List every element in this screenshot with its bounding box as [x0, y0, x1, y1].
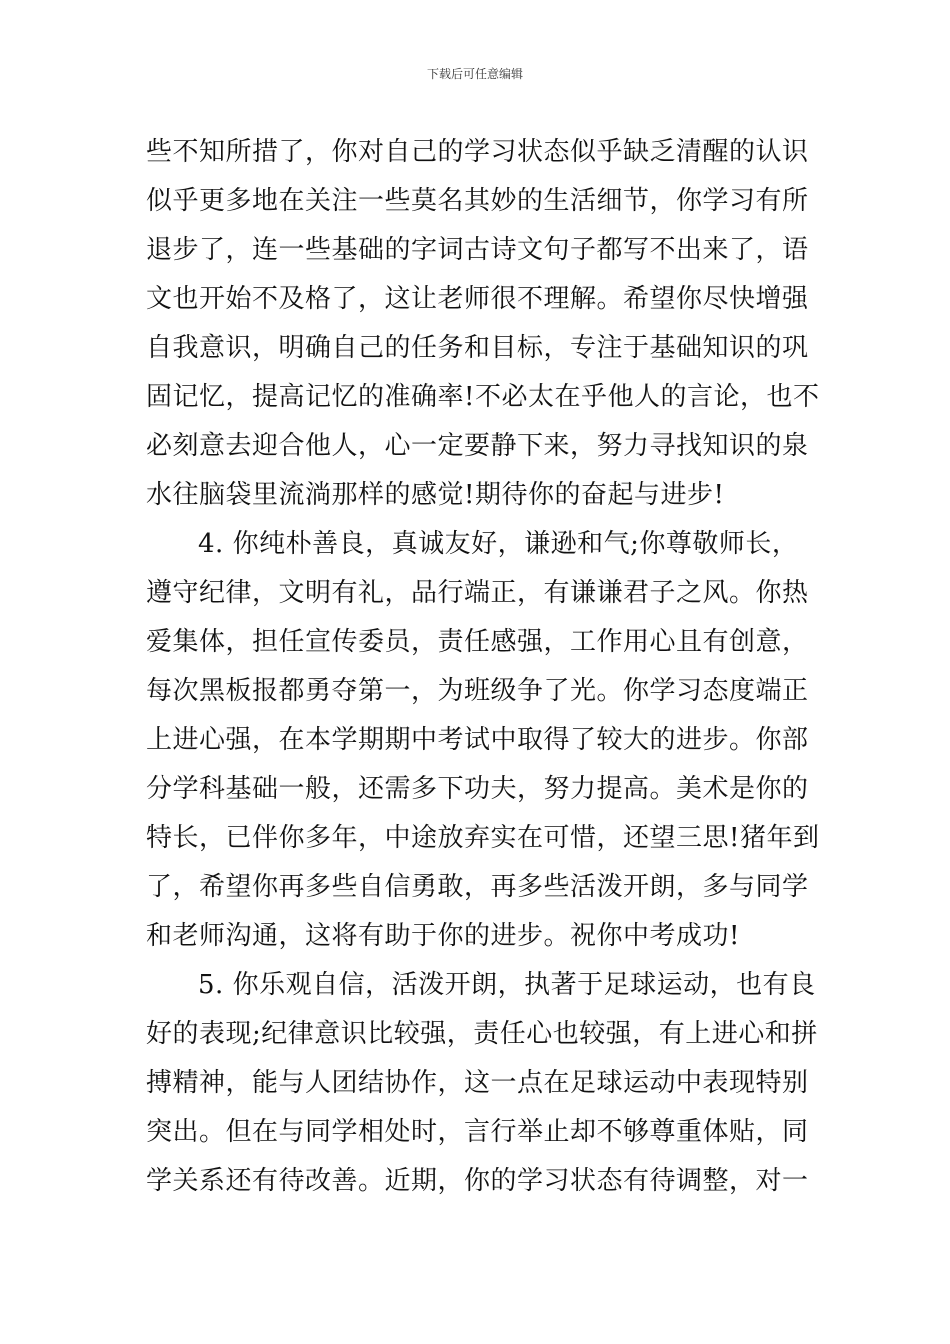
- text-line: 爱集体，担任宣传委员，责任感强，工作用心且有创意，: [146, 627, 809, 657]
- text-line: 上进心强，在本学期期中考试中取得了较大的进步。你部: [146, 725, 809, 755]
- text-line: 和老师沟通，这将有助于你的进步。祝你中考成功!: [146, 921, 740, 951]
- text-line: 了，希望你再多些自信勇敢，再多些活泼开朗，多与同学: [146, 872, 809, 902]
- text-line: 似乎更多地在关注一些莫名其妙的生活细节，你学习有所: [146, 186, 809, 216]
- paragraph-start-line: 5. 你乐观自信，活泼开朗，执著于足球运动，也有良: [198, 970, 816, 1000]
- text-line: 遵守纪律，文明有礼，品行端正，有谦谦君子之风。你热: [146, 578, 809, 608]
- text-line: 些不知所措了，你对自己的学习状态似乎缺乏清醒的认识: [146, 137, 809, 167]
- text-line: 水往脑袋里流淌那样的感觉!期待你的奋起与进步!: [146, 480, 725, 510]
- text-line: 分学科基础一般，还需多下功夫，努力提高。美术是你的: [146, 774, 809, 804]
- page-header: 下载后可任意编辑: [426, 67, 523, 81]
- paragraph-start-line: 4. 你纯朴善良，真诚友好，谦逊和气;你尊敬师长，: [198, 529, 799, 559]
- text-line: 退步了，连一些基础的字词古诗文句子都写不出来了，语: [146, 235, 809, 265]
- text-line: 学关系还有待改善。近期，你的学习状态有待调整，对一: [146, 1166, 809, 1196]
- body-text: [146, 128, 820, 1206]
- text-line: 文也开始不及格了，这让老师很不理解。希望你尽快增强: [146, 284, 809, 314]
- text-line: 好的表现;纪律意识比较强，责任心也较强，有上进心和拼: [146, 1019, 818, 1049]
- text-line: 搏精神，能与人团结协作，这一点在足球运动中表现特别: [146, 1068, 809, 1098]
- text-line: 特长，已伴你多年，中途放弃实在可惜，还望三思!猪年到: [146, 823, 820, 853]
- text-line: 必刻意去迎合他人，心一定要静下来，努力寻找知识的泉: [146, 431, 809, 461]
- text-line: 固记忆，提高记忆的准确率!不必太在乎他人的言论，也不: [146, 382, 820, 412]
- text-line: 每次黑板报都勇夺第一，为班级争了光。你学习态度端正: [146, 676, 809, 706]
- text-line: 突出。但在与同学相处时，言行举止却不够尊重体贴，同: [146, 1117, 809, 1147]
- text-line: 自我意识，明确自己的任务和目标，专注于基础知识的巩: [146, 333, 809, 363]
